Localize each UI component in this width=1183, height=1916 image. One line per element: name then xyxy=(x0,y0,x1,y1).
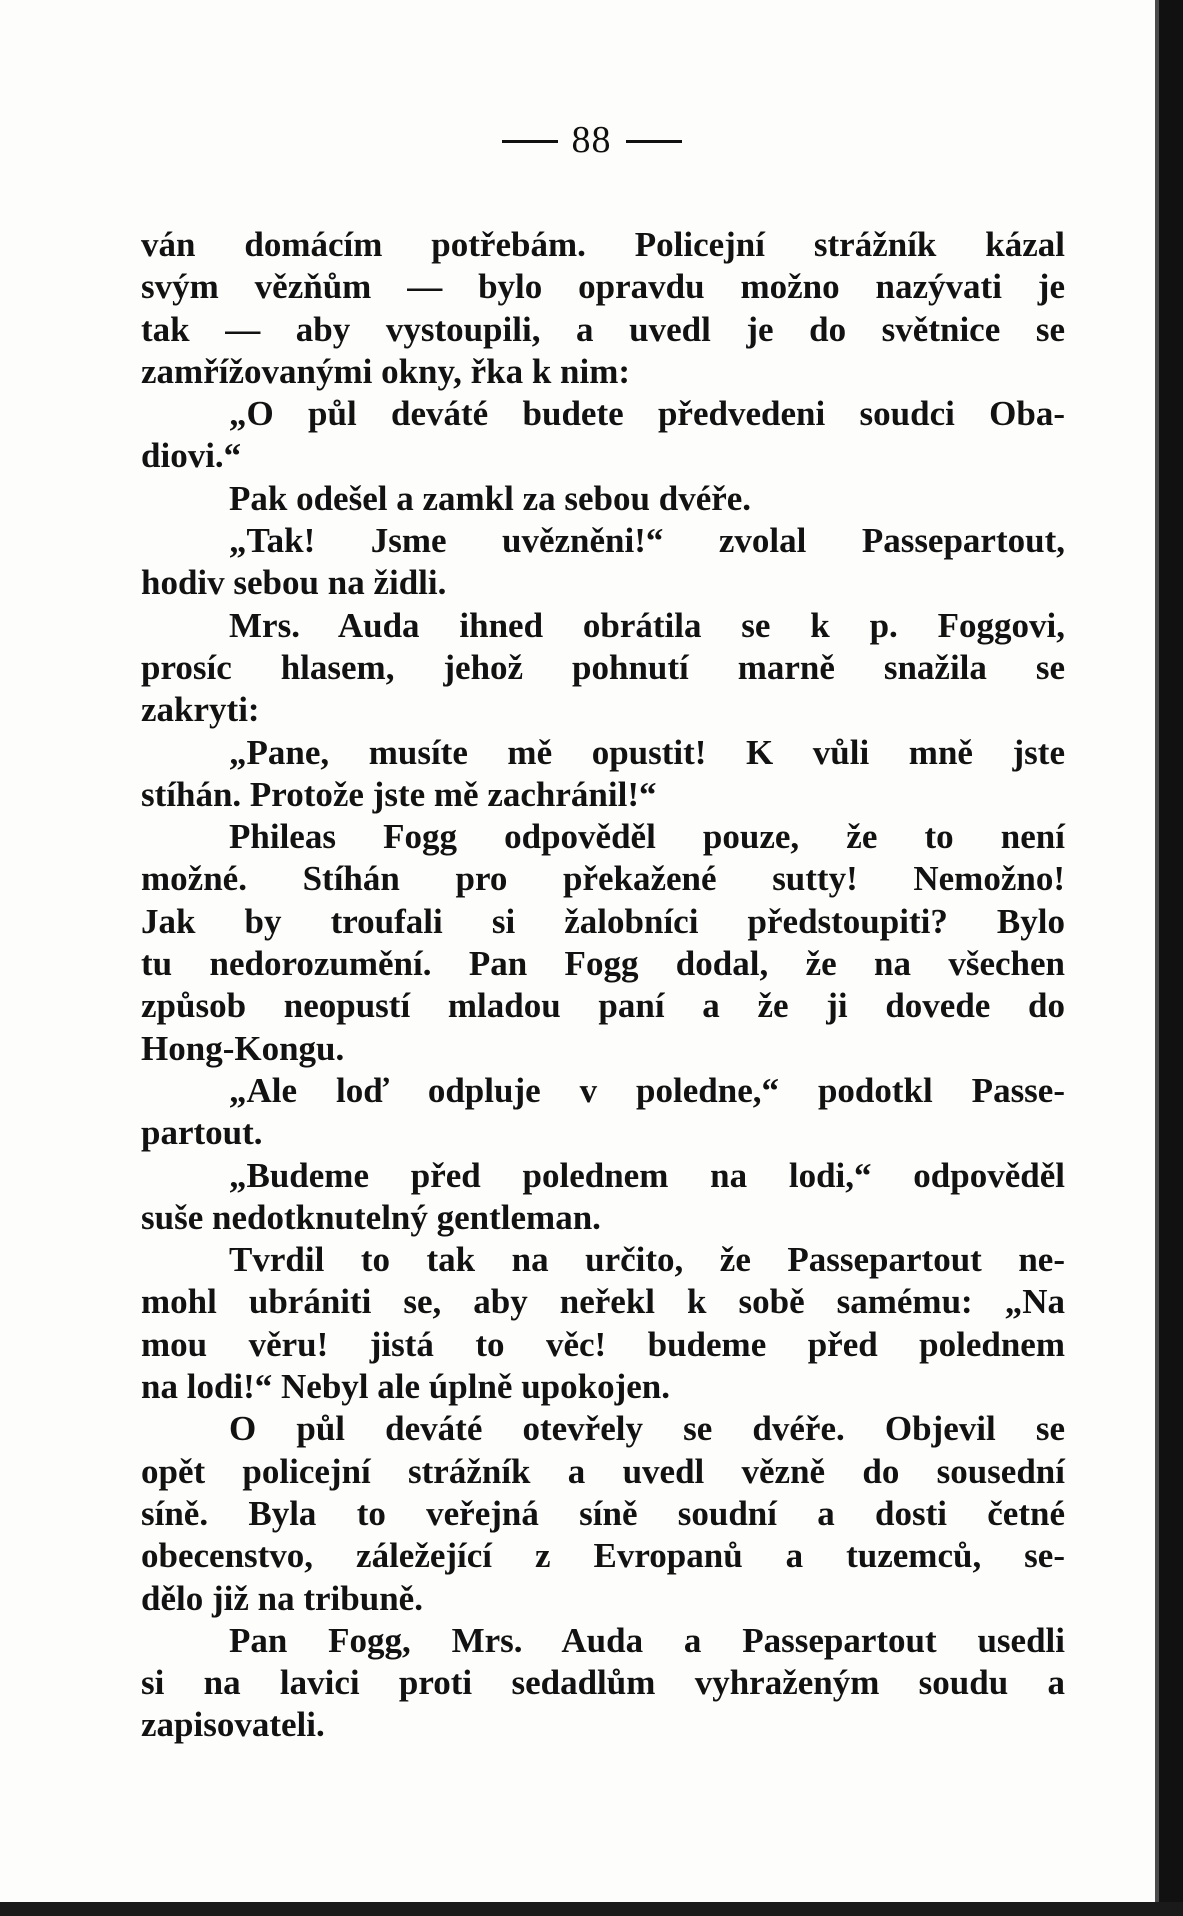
text-line: opět policejní strážník a uvedl vězně do sousední xyxy=(141,1451,1065,1491)
page-bottom-border xyxy=(0,1902,1183,1916)
text-line: mohl ubrániti se, aby neřekl k sobě samému: „Na xyxy=(141,1282,1065,1322)
text-line: mou věru! jistá to věc! budeme před polednem xyxy=(141,1324,1065,1364)
text-line: prosíc hlasem, jehož pohnutí marně snažila se xyxy=(141,647,1065,687)
text-line: obecenstvo, záležející z Evropanů a tuzemců, se- xyxy=(141,1536,1065,1576)
text-line: síně. Byla to veřejná síně soudní a dosti četné xyxy=(141,1493,1065,1533)
text-line: Phileas Fogg odpověděl pouze, že to není xyxy=(229,817,1065,857)
text-line: si na lavici proti sedadlům vyhraženým soudu a xyxy=(141,1663,1065,1703)
text-line: svým vězňům — bylo opravdu možno nazývati je xyxy=(141,267,1065,307)
text-line: Jak by troufali si žalobníci předstoupiti? Bylo xyxy=(141,901,1065,941)
text-line: zapisovateli. xyxy=(141,1705,325,1745)
text-line: ván domácím potřebám. Policejní strážník kázal xyxy=(141,225,1065,264)
text-line: O půl deváté otevřely se dvéře. Objevil se xyxy=(229,1409,1065,1449)
text-line: Pak odešel a zamkl za sebou dvéře. xyxy=(229,478,752,518)
text-line: partout. xyxy=(141,1113,263,1153)
text-line: suše nedotknutelný gentleman. xyxy=(141,1197,601,1237)
text-line: Tvrdil to tak na určito, že Passepartout ne- xyxy=(229,1240,1065,1280)
text-line: „Ale loď odpluje v poledne,“ podotkl Passe- xyxy=(229,1070,1065,1110)
text-line: diovi.“ xyxy=(141,436,242,476)
text-line: Mrs. Auda ihned obrátila se k p. Foggovi, xyxy=(229,605,1065,645)
text-line: zakryti: xyxy=(141,690,260,730)
text-line: možné. Stíhán pro překažené sutty! Nemožno! xyxy=(141,859,1065,899)
text-line: Pan Fogg, Mrs. Auda a Passepartout usedli xyxy=(229,1620,1065,1660)
page-number: 88 xyxy=(571,119,612,161)
header-dash-right xyxy=(626,140,682,143)
text-line: způsob neopustí mladou paní a že ji dovede do xyxy=(141,986,1065,1026)
text-line: na lodi!“ Nebyl ale úplně upokojen. xyxy=(141,1367,670,1407)
header-dash-left xyxy=(502,140,558,143)
text-line: dělo již na tribuně. xyxy=(141,1578,423,1618)
text-line: tak — aby vystoupili, a uvedl je do světnice se xyxy=(141,309,1065,349)
text-line: stíhán. Protože jste mě zachránil!“ xyxy=(141,774,657,814)
page-edge-border xyxy=(1159,0,1183,1916)
page-header xyxy=(0,118,1183,162)
text-line: „Budeme před polednem na lodi,“ odpověděl xyxy=(229,1155,1065,1195)
text-line: hodiv sebou na židli. xyxy=(141,563,447,603)
text-line: „Pane, musíte mě opustit! K vůli mně jste xyxy=(229,732,1065,772)
text-line: „Tak! Jsme uvězněni!“ zvolal Passepartout, xyxy=(229,521,1065,561)
text-line: zamřížovanými okny, řka k nim: xyxy=(141,351,631,391)
text-line: Hong-Kongu. xyxy=(141,1028,345,1068)
body-text xyxy=(141,224,1065,1747)
text-line: tu nedorozumění. Pan Fogg dodal, že na všechen xyxy=(141,944,1065,984)
text-line: „O půl deváté budete předvedeni soudci Oba- xyxy=(229,394,1065,434)
